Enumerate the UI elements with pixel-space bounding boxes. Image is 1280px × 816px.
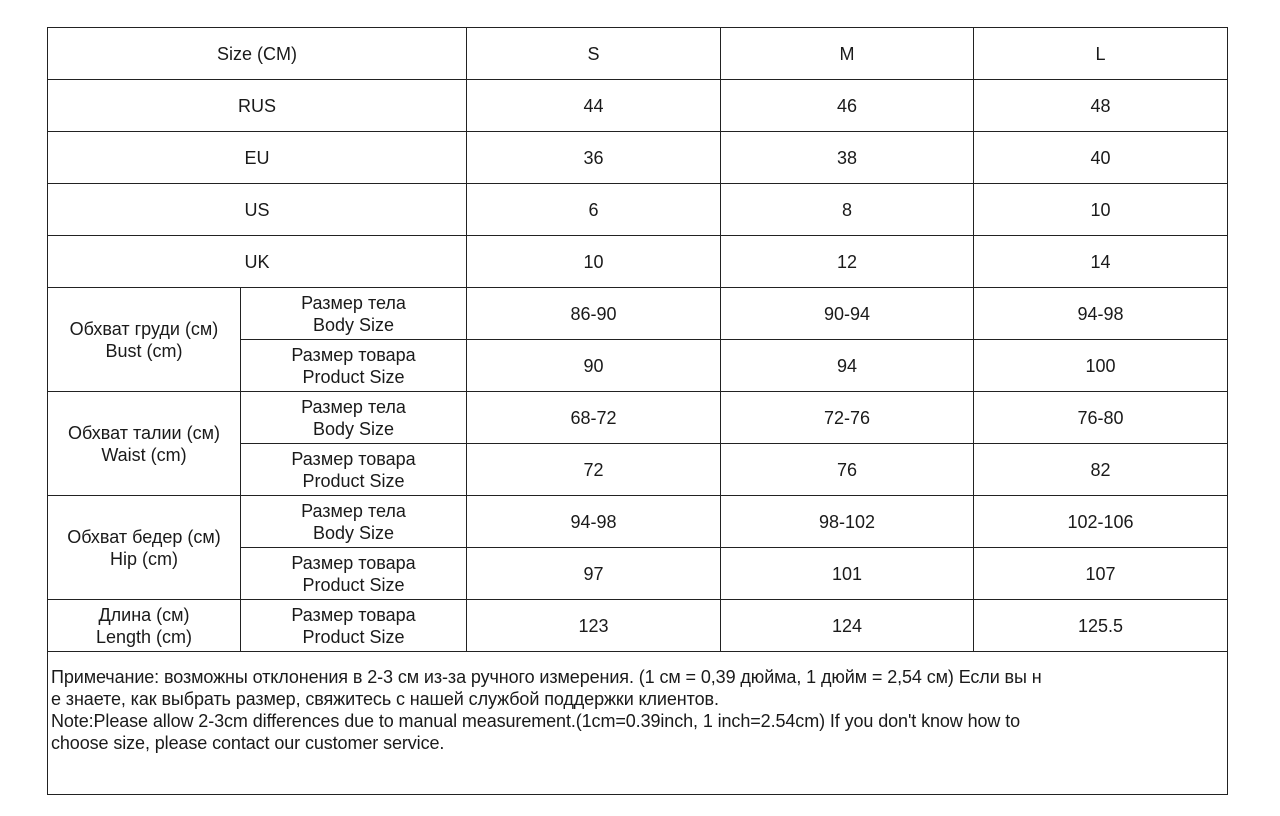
- note-en-line-1: Note:Please allow 2-3cm differences due to manual measurement.(1cm=0.39inch, 1 inch=2.54cm) If you don't know how to: [51, 711, 1021, 731]
- cell-value: 97: [467, 548, 721, 600]
- row-label: RUS: [48, 80, 467, 132]
- table-row-eu: [48, 132, 1228, 184]
- sub-label-ru: Размер товара: [291, 604, 416, 625]
- group-label-bust: [48, 288, 241, 392]
- table-row-rus: [48, 80, 1228, 132]
- cell-value: 123: [467, 600, 721, 652]
- cell-value: 102-106: [974, 496, 1228, 548]
- sub-label-ru: Размер тела: [301, 292, 406, 313]
- cell-value: 86-90: [467, 288, 721, 340]
- table-row-length-product: [48, 600, 1228, 652]
- group-label-ru: Длина (см): [98, 604, 190, 625]
- sub-label-ru: Размер товара: [291, 552, 416, 573]
- cell-value: 40: [974, 132, 1228, 184]
- table-row-note: [48, 652, 1228, 795]
- group-label-ru: Обхват талии (см): [68, 422, 220, 443]
- note-ru-line-2: е знаете, как выбрать размер, свяжитесь с нашей службой поддержки клиентов.: [51, 689, 719, 709]
- size-table: [47, 27, 1228, 795]
- group-label-en: Bust (cm): [105, 340, 183, 361]
- header-size-l: L: [974, 28, 1228, 80]
- group-label-hip: [48, 496, 241, 600]
- sub-label: [241, 600, 467, 652]
- sub-label-en: Product Size: [302, 470, 405, 491]
- sub-label-ru: Размер товара: [291, 344, 416, 365]
- cell-value: 6: [467, 184, 721, 236]
- group-label-en: Hip (cm): [110, 548, 178, 569]
- group-label-ru: Обхват бедер (см): [67, 526, 221, 547]
- cell-value: 90-94: [721, 288, 974, 340]
- sub-label-ru: Размер тела: [301, 500, 406, 521]
- cell-value: 94: [721, 340, 974, 392]
- group-label-length: [48, 600, 241, 652]
- sub-label: [241, 392, 467, 444]
- cell-value: 76: [721, 444, 974, 496]
- sub-label-ru: Размер товара: [291, 448, 416, 469]
- cell-value: 48: [974, 80, 1228, 132]
- group-label-waist: [48, 392, 241, 496]
- table-row-waist-body: [48, 392, 1228, 444]
- sub-label: [241, 444, 467, 496]
- cell-value: 125.5: [974, 600, 1228, 652]
- cell-value: 94-98: [974, 288, 1228, 340]
- group-label-en: Length (cm): [95, 626, 193, 647]
- header-size-label: Size (CM): [48, 28, 467, 80]
- table-row-bust-body: [48, 288, 1228, 340]
- cell-value: 10: [467, 236, 721, 288]
- cell-value: 72-76: [721, 392, 974, 444]
- row-label: UK: [48, 236, 467, 288]
- note-en-line-2: choose size, please contact our customer service.: [51, 733, 445, 753]
- header-size-s: S: [467, 28, 721, 80]
- cell-value: 107: [974, 548, 1228, 600]
- sub-label-en: Product Size: [302, 626, 405, 647]
- group-label-ru: Обхват груди (см): [69, 318, 219, 339]
- group-label-en: Waist (cm): [101, 444, 187, 465]
- sub-label: [241, 496, 467, 548]
- cell-value: 46: [721, 80, 974, 132]
- sub-label-ru: Размер тела: [301, 396, 406, 417]
- sub-label: [241, 548, 467, 600]
- sub-label-en: Body Size: [312, 418, 395, 439]
- sub-label-en: Product Size: [302, 366, 405, 387]
- cell-value: 72: [467, 444, 721, 496]
- note-ru-line-1: Примечание: возможны отклонения в 2-3 см из-за ручного измерения. (1 см = 0,39 дюйма, 1 дюйм = 2,54 см) Если вы н: [51, 667, 1042, 687]
- cell-value: 124: [721, 600, 974, 652]
- sub-label-en: Body Size: [312, 314, 395, 335]
- cell-value: 100: [974, 340, 1228, 392]
- cell-value: 44: [467, 80, 721, 132]
- cell-value: 12: [721, 236, 974, 288]
- cell-value: 82: [974, 444, 1228, 496]
- row-label: EU: [48, 132, 467, 184]
- cell-value: 36: [467, 132, 721, 184]
- cell-value: 38: [721, 132, 974, 184]
- cell-value: 94-98: [467, 496, 721, 548]
- cell-value: 14: [974, 236, 1228, 288]
- sub-label: [241, 288, 467, 340]
- sub-label: [241, 340, 467, 392]
- sub-label-en: Product Size: [302, 574, 405, 595]
- table-row-hip-body: [48, 496, 1228, 548]
- sub-label-en: Body Size: [312, 522, 395, 543]
- size-chart: [47, 27, 1227, 795]
- table-header-row: [48, 28, 1228, 80]
- header-size-m: M: [721, 28, 974, 80]
- note-cell: [48, 652, 1228, 795]
- cell-value: 101: [721, 548, 974, 600]
- table-row-uk: [48, 236, 1228, 288]
- cell-value: 10: [974, 184, 1228, 236]
- row-label: US: [48, 184, 467, 236]
- cell-value: 98-102: [721, 496, 974, 548]
- table-row-us: [48, 184, 1228, 236]
- cell-value: 90: [467, 340, 721, 392]
- cell-value: 76-80: [974, 392, 1228, 444]
- cell-value: 68-72: [467, 392, 721, 444]
- cell-value: 8: [721, 184, 974, 236]
